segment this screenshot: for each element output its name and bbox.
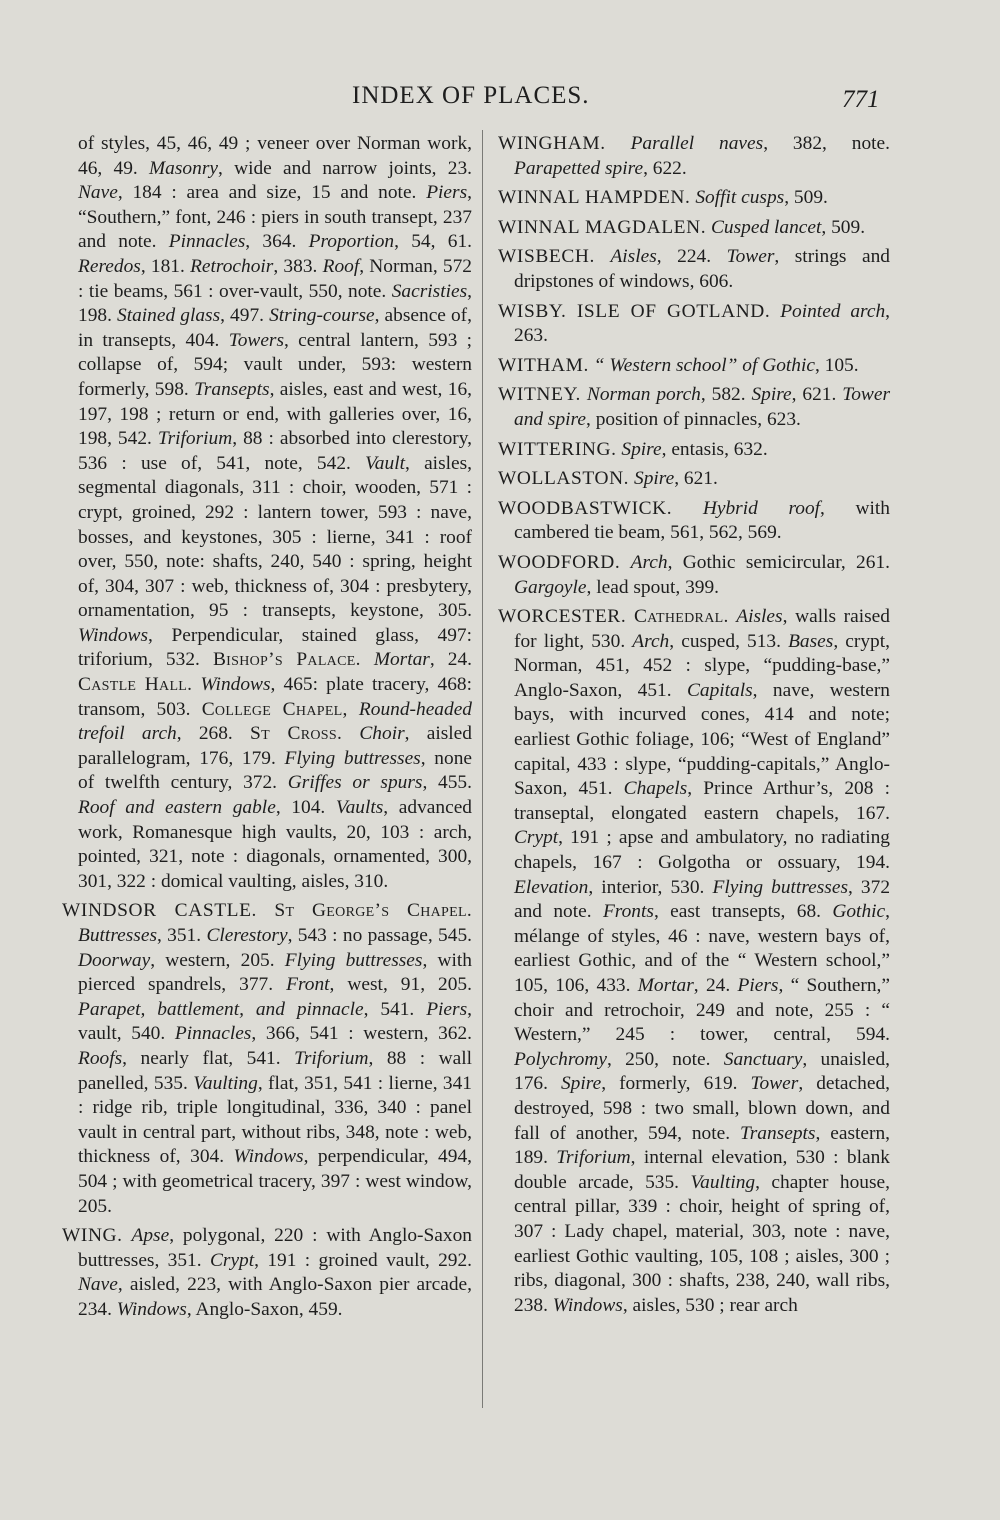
entry-text: , detached, destroyed, 598 : two small, blown down, and fall of another, 594, note. bbox=[514, 1073, 890, 1144]
index-entry bbox=[498, 216, 890, 241]
entry-text: , Perpendicular, stained glass, 497: triforium, 532. bbox=[78, 624, 472, 671]
index-subject: Hybrid roof bbox=[702, 497, 821, 519]
index-subject: Nave bbox=[78, 1274, 118, 1296]
entry-text: , nearly flat, 541. bbox=[122, 1047, 295, 1069]
entry-text: , 541. bbox=[363, 998, 427, 1020]
index-subject: Vaults bbox=[335, 797, 384, 819]
place-heading: WINDSOR CASTLE. bbox=[62, 900, 257, 922]
index-entry bbox=[62, 899, 472, 1219]
place-heading: WITTERING. bbox=[498, 438, 617, 460]
entry-text: , aisled, 223, with Anglo-Saxon pier arcade, 234. bbox=[78, 1274, 472, 1320]
index-entry bbox=[62, 1224, 472, 1322]
place-heading: WINNAL HAMPDEN. bbox=[498, 187, 691, 209]
index-subject: Reredos bbox=[78, 255, 141, 277]
index-subject: Spire bbox=[751, 384, 792, 406]
index-subject: Piers bbox=[737, 975, 779, 996]
index-subject: Sacristies bbox=[391, 280, 468, 302]
entry-text bbox=[342, 723, 359, 744]
entry-text: , 382, note. bbox=[763, 133, 890, 154]
entry-text: , 191 : groined vault, 292. bbox=[254, 1249, 472, 1271]
index-entry bbox=[498, 186, 890, 211]
left-column bbox=[62, 132, 472, 1328]
entry-text: , aisles, segmental diagonals, 311 : choir, wooden, 571 : crypt, groined, 292 : lantern tower, 593 : nave, bosses, and keystones, 305 : lierne, 341 : roof over, 550, note: shafts, 240, 540 : spring, height of, 304, 307 : web, thickness of, 304 : presbytery, ornamentation, 95 : transepts, keystone, 305. bbox=[78, 452, 472, 622]
entry-text: , mélange of styles, 46 : nave, western bays of, earliest Gothic, and of the “ Western school,” 105, 106, 433. bbox=[514, 901, 890, 996]
index-subject: Buttresses bbox=[78, 925, 157, 946]
index-subject: Flying buttresses bbox=[712, 876, 849, 898]
running-title: INDEX OF PLACES. bbox=[352, 82, 590, 109]
entry-text: , aisles, east and west, 16, 197, 198 ; return or end, with galleries over, 16, 198, 542. bbox=[78, 378, 472, 450]
index-subject: Retrochoir bbox=[190, 255, 274, 277]
entry-text: , 372 and note. bbox=[514, 876, 891, 923]
entry-text bbox=[620, 552, 630, 573]
index-subject: Triforium bbox=[294, 1047, 369, 1069]
entry-text: , eastern, 189. bbox=[514, 1122, 891, 1169]
index-entry bbox=[498, 438, 890, 463]
entry-text bbox=[672, 498, 703, 519]
place-heading: WITNEY. bbox=[498, 384, 582, 406]
index-subject: Triforium bbox=[157, 428, 233, 450]
index-subject: Flying buttresses bbox=[284, 747, 421, 769]
index-subject: Arch bbox=[630, 551, 668, 573]
index-subject: Triforium bbox=[556, 1147, 631, 1169]
index-entry bbox=[498, 245, 890, 294]
place-subheading: St Cross. bbox=[250, 723, 343, 745]
index-subject: Spire bbox=[621, 438, 662, 460]
index-subject: Vaulting bbox=[193, 1072, 258, 1094]
place-subheading: Castle Hall. bbox=[78, 674, 193, 696]
entry-text: , walls raised for light, 530. bbox=[514, 606, 890, 652]
entry-text: , 465: plate tracery, 468: transom, 503. bbox=[78, 674, 472, 720]
index-subject: String-course bbox=[269, 305, 375, 327]
entry-text: , absence of, in transepts, 404. bbox=[78, 305, 472, 351]
entry-text: , none of twelfth century, 372. bbox=[78, 747, 472, 794]
index-subject: Capitals bbox=[686, 679, 753, 701]
entry-text: , Prince Arthur’s, 208 : transeptal, elongated eastern chapels, 167. bbox=[514, 778, 890, 824]
entry-text: , 621. bbox=[674, 468, 718, 490]
entry-text: , 497. bbox=[220, 305, 270, 327]
index-subject: Parallel naves bbox=[630, 133, 764, 154]
entry-text: , 198. bbox=[78, 280, 472, 327]
entry-text: , Gothic semicircular, 261. bbox=[667, 551, 890, 573]
index-subject: Tower bbox=[750, 1073, 799, 1095]
index-subject: Spire bbox=[634, 468, 675, 490]
entry-text: , east transepts, 68. bbox=[653, 901, 833, 923]
entry-text: , interior, 530. bbox=[588, 876, 713, 898]
entry-text: , 364. bbox=[245, 231, 309, 253]
index-entry bbox=[498, 497, 890, 546]
index-subject: Round-headed trefoil arch bbox=[78, 698, 472, 745]
entry-text: , central lantern, 593 ; collapse of, 594; vault under, 593: western formerly, 598. bbox=[78, 329, 472, 400]
index-subject: Parapetted spire bbox=[514, 157, 644, 179]
index-entry bbox=[498, 300, 890, 349]
entry-text: , 621. bbox=[791, 384, 843, 406]
entry-text: , 268. bbox=[176, 723, 251, 745]
entry-text: , 263. bbox=[514, 300, 890, 347]
place-heading: WISBY. ISLE OF GOTLAND. bbox=[498, 300, 771, 322]
index-subject: Arch bbox=[632, 630, 670, 652]
index-subject: Norman porch bbox=[586, 384, 701, 406]
entry-text: , 383. bbox=[273, 255, 323, 277]
index-subject: Tower and spire bbox=[514, 384, 890, 430]
entry-text: , 181. bbox=[140, 255, 191, 277]
place-heading: WOODBASTWICK. bbox=[498, 497, 673, 519]
entry-text: , 250, note. bbox=[606, 1048, 724, 1070]
index-subject: Gargoyle bbox=[514, 576, 587, 598]
place-subheading: Cathedral. bbox=[633, 606, 729, 628]
index-subject: Clerestory bbox=[206, 925, 288, 946]
right-column bbox=[498, 132, 890, 1323]
index-subject: Soffit cusps bbox=[695, 187, 785, 209]
entry-text bbox=[361, 649, 374, 670]
place-heading: WING. bbox=[62, 1225, 123, 1247]
entry-text: , internal elevation, 530 : blank double arcade, 535. bbox=[514, 1147, 891, 1193]
entry-text bbox=[595, 246, 611, 267]
entry-text: , 509. bbox=[784, 187, 828, 209]
index-subject: Aisles bbox=[610, 246, 657, 268]
index-subject: Fronts bbox=[602, 901, 654, 923]
index-subject: Crypt bbox=[209, 1249, 255, 1271]
index-subject: Flying buttresses bbox=[284, 949, 423, 971]
entry-text: , 543 : no passage, 545. bbox=[287, 925, 472, 946]
index-subject: Elevation bbox=[514, 876, 589, 898]
entry-text: , vault, 540. bbox=[78, 998, 472, 1045]
index-subject: Windows bbox=[233, 1146, 304, 1168]
place-heading: WINNAL MAGDALEN. bbox=[498, 216, 707, 238]
place-subheading: College Chapel, bbox=[201, 698, 348, 720]
entry-text: , advanced work, Romanesque high vaults, 20, 103 : arch, pointed, 321, note : diagonals, ornamented, 300, 301, 322 : domical vaulting, aisles, 310. bbox=[78, 797, 472, 892]
entry-text bbox=[348, 699, 359, 720]
index-subject: Cusped lancet bbox=[711, 216, 822, 238]
entry-text: , cusped, 513. bbox=[669, 630, 789, 652]
entry-text: , aisles, 530 ; rear arch bbox=[622, 1294, 798, 1316]
place-heading: WISBECH. bbox=[498, 246, 595, 268]
index-subject: Griffes or spurs bbox=[287, 772, 423, 794]
entry-text: , 54, 61. bbox=[394, 231, 472, 253]
index-subject: Spire bbox=[560, 1073, 602, 1095]
entry-text: , western, 205. bbox=[150, 949, 285, 971]
entry-text: , Anglo-Saxon, 459. bbox=[186, 1298, 343, 1320]
index-subject: Nave bbox=[78, 182, 118, 204]
index-entry bbox=[498, 467, 890, 492]
index-subject: Windows bbox=[78, 624, 149, 646]
entry-text: , strings and dripstones of windows, 606. bbox=[514, 246, 890, 292]
entry-text: , polygonal, 220 : with Anglo-Saxon buttresses, 351. bbox=[78, 1225, 472, 1271]
entry-text: , nave, western bays, with incurved cones, 414 and note; earliest Gothic foliage, 106; “West of England” capital, 433 : slype, “pudding-capitals,” Anglo-Saxon, 451. bbox=[514, 679, 891, 800]
entry-text: , 105. bbox=[814, 354, 859, 376]
index-subject: Doorway bbox=[78, 949, 151, 971]
index-subject: Tower bbox=[726, 246, 775, 268]
entry-text: , entasis, 632. bbox=[661, 438, 768, 460]
entry-text: , “ Southern,” choir and retrochoir, 249 and note, 255 : “ Western,” 245 : tower, central, 594. bbox=[514, 975, 890, 1046]
index-subject: Transepts bbox=[740, 1122, 816, 1144]
index-subject: Towers bbox=[228, 329, 285, 351]
index-subject: Pinnacles bbox=[168, 231, 246, 253]
index-subject: Front bbox=[286, 974, 330, 996]
place-subheading: Bishop’s Palace. bbox=[212, 649, 361, 671]
entry-text: , west, 91, 205. bbox=[329, 974, 472, 996]
column-divider bbox=[482, 130, 483, 1408]
entry-text: , crypt, Norman, 451, 452 : slype, “pudding-base,” Anglo-Saxon, 451. bbox=[514, 630, 890, 701]
entry-text: , Norman, 572 : tie beams, 561 : over-vault, 550, note. bbox=[78, 255, 472, 302]
index-subject: Apse bbox=[131, 1225, 170, 1247]
entry-text: , wide and narrow joints, 23. bbox=[217, 157, 472, 179]
entry-text: , 24. bbox=[429, 649, 472, 671]
index-entry bbox=[498, 132, 890, 181]
entry-text bbox=[606, 133, 631, 154]
entry-text: , 351. bbox=[157, 925, 207, 946]
index-subject: Roof bbox=[322, 255, 360, 277]
entry-text bbox=[257, 900, 274, 921]
index-subject: Transepts bbox=[194, 378, 270, 400]
index-subject: Vault bbox=[365, 452, 405, 474]
entry-text: , 509. bbox=[821, 216, 866, 238]
index-subject: Windows bbox=[116, 1298, 187, 1320]
entry-text: , 582. bbox=[700, 384, 752, 406]
entry-text: , perpendicular, 494, 504 ; with geometrical tracery, 397 : west window, 205. bbox=[78, 1146, 472, 1217]
entry-text bbox=[626, 606, 634, 627]
index-subject: Roof and eastern gable bbox=[78, 797, 276, 819]
index-subject: Masonry bbox=[149, 157, 218, 179]
index-entry bbox=[498, 354, 890, 379]
place-subheading: St George’s Chapel. bbox=[274, 900, 472, 922]
entry-text: , with cambered tie beam, 561, 562, 569. bbox=[514, 497, 890, 544]
index-subject: Windows bbox=[200, 674, 271, 696]
index-entry bbox=[498, 383, 890, 432]
index-subject: Pinnacles bbox=[174, 1023, 252, 1045]
entry-text: , 224. bbox=[656, 246, 727, 268]
index-subject: Pointed arch bbox=[780, 300, 886, 322]
entry-text: , 191 ; apse and ambulatory, no radiating chapels, 167 : Golgotha or ossuary, 194. bbox=[514, 827, 890, 874]
entry-text: , with pierced spandrels, 377. bbox=[78, 949, 473, 996]
entry-text: of styles, 45, 46, 49 ; veneer over Norman work, 46, 49. bbox=[78, 133, 472, 179]
entry-text: , lead spout, 399. bbox=[586, 576, 720, 598]
index-subject: Proportion bbox=[308, 231, 395, 253]
entry-text: , 366, 541 : western, 362. bbox=[251, 1023, 473, 1045]
entry-text: , 622. bbox=[643, 157, 687, 179]
entry-text: , 455. bbox=[422, 772, 472, 794]
index-subject: Stained glass bbox=[117, 305, 221, 327]
entry-text: , “Southern,” font, 246 : piers in south transept, 237 and note. bbox=[78, 182, 472, 253]
index-subject: Bases bbox=[788, 630, 834, 652]
place-heading: WOLLASTON. bbox=[498, 468, 630, 490]
index-subject: Roofs bbox=[78, 1047, 123, 1069]
index-subject: Sanctuary bbox=[723, 1048, 803, 1070]
index-subject: Windows bbox=[552, 1294, 623, 1316]
index-subject: “ Western school” of Gothic bbox=[593, 354, 815, 376]
index-entry bbox=[498, 551, 890, 600]
entry-text: , chapter house, central pillar, 339 : choir, height of spring of, 307 : Lady chapel, material, 303, note : nave, earliest Gothic vaulting, 105, 108 ; aisles, 300 ; ribs, diagonal, 300 : shafts, 238, 240, wall ribs, 238. bbox=[514, 1171, 890, 1316]
index-subject: Mortar bbox=[373, 649, 430, 671]
index-subject: Piers bbox=[426, 998, 468, 1020]
page-number: 771 bbox=[842, 86, 880, 113]
place-heading: WINGHAM. bbox=[498, 133, 606, 154]
index-entry bbox=[498, 605, 890, 1318]
index-subject: Gothic bbox=[832, 901, 886, 923]
entry-text bbox=[770, 301, 780, 322]
entry-text: , position of pinnacles, 623. bbox=[586, 408, 801, 430]
place-heading: WOODFORD. bbox=[498, 551, 621, 573]
entry-text: , aisled parallelogram, 176, 179. bbox=[78, 723, 472, 769]
index-subject: Parapet, battlement, and pinnacle bbox=[78, 998, 364, 1020]
index-subject: Mortar bbox=[637, 975, 694, 996]
entry-text: , 24. bbox=[693, 975, 738, 996]
index-subject: Choir bbox=[359, 723, 405, 745]
entry-text: , unaisled, 176. bbox=[514, 1048, 890, 1095]
index-subject: Chapels bbox=[623, 778, 688, 800]
entry-text: , formerly, 619. bbox=[601, 1073, 751, 1095]
entry-text: , 88 : absorbed into clerestory, 536 : use of, 541, note, 542. bbox=[78, 428, 473, 474]
index-subject: Polychromy bbox=[514, 1048, 607, 1070]
index-subject: Piers bbox=[426, 182, 468, 204]
index-subject: Crypt bbox=[514, 827, 559, 849]
entry-text: , 184 : area and size, 15 and note. bbox=[117, 182, 427, 204]
index-entry bbox=[62, 132, 472, 894]
index-subject: Aisles bbox=[736, 606, 783, 628]
entry-text: , flat, 351, 541 : lierne, 341 : ridge rib, triple longitudinal, 336, 340 : panel vault in central part, without ribs, 348, note : web, thickness of, 304. bbox=[78, 1072, 472, 1168]
page-header bbox=[0, 82, 1000, 122]
entry-text: , 104. bbox=[275, 797, 336, 819]
index-subject: Vaulting bbox=[690, 1171, 756, 1193]
place-heading: WITHAM. bbox=[498, 354, 589, 376]
entry-text: , 88 : wall panelled, 535. bbox=[78, 1047, 472, 1094]
place-heading: WORCESTER. bbox=[498, 606, 627, 628]
